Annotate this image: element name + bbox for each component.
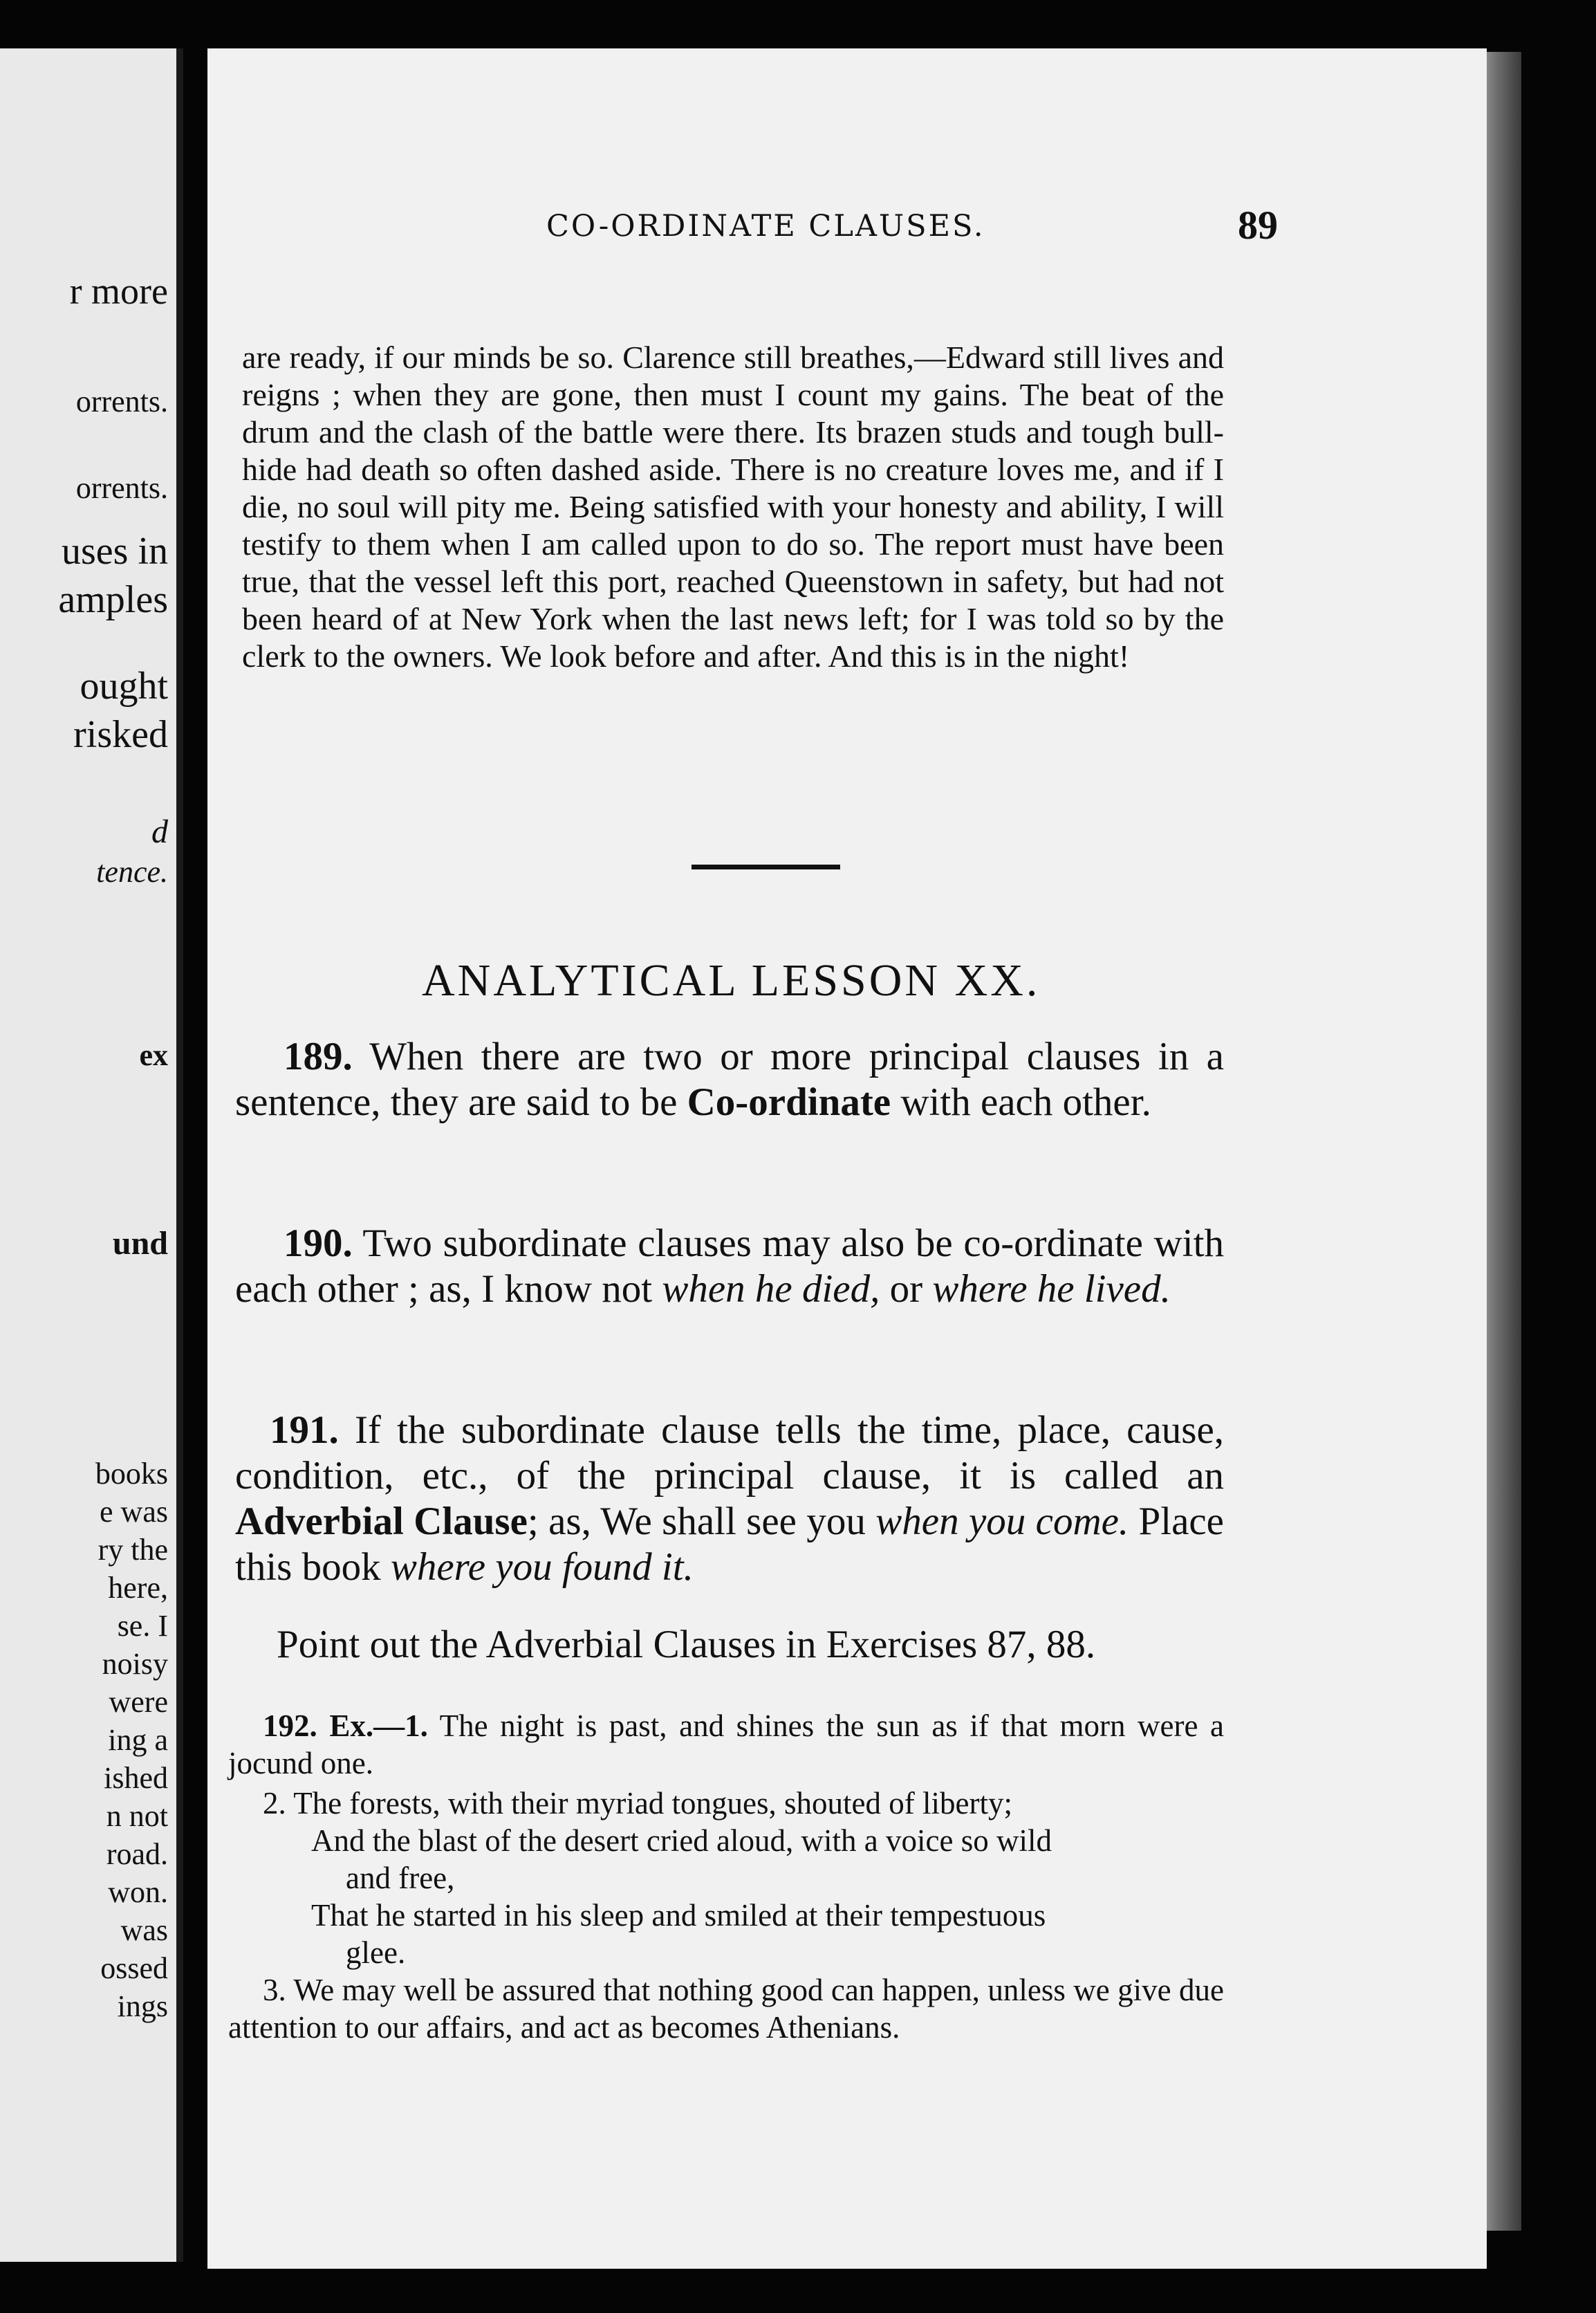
exercise-text: We may well be assured that nothing good can happen, unless we give due attention to our affairs, and act as becomes Athenians.	[228, 1973, 1224, 2045]
facing-page-fragment: road.	[106, 1837, 168, 1871]
facing-page-fragment: was	[120, 1913, 168, 1947]
verse-line: The forests, with their myriad tongues, shouted of liberty;	[293, 1786, 1012, 1821]
paragraph-189	[235, 1034, 1224, 1125]
facing-page-fragment: und	[112, 1225, 168, 1262]
exercise-lead: Ex.—1.	[329, 1708, 428, 1743]
verse-line: And the blast of the desert cried aloud, with a voice so wild	[311, 1823, 1052, 1858]
facing-page-fragment: uses in	[62, 530, 168, 573]
facing-page-fragment: noisy	[102, 1647, 168, 1681]
exercise-3	[228, 1971, 1224, 2046]
paragraph-number: 191.	[270, 1408, 339, 1452]
facing-page-fragment: books	[95, 1457, 168, 1491]
facing-page-fragment: e was	[100, 1495, 168, 1529]
facing-page-fragment: ossed	[100, 1951, 168, 1985]
paragraph-text: or	[880, 1267, 933, 1311]
running-head: CO-ORDINATE CLAUSES.	[546, 209, 985, 243]
exercise-text: The night is past, and shines the sun as if that morn were a jocund one.	[228, 1708, 1225, 1780]
exercise-192	[228, 1707, 1224, 1782]
paragraph-text: Place this book	[235, 1500, 1224, 1589]
facing-page-fragment: se. I	[117, 1609, 168, 1643]
facing-page-fragment: ing a	[108, 1723, 168, 1757]
section-divider	[692, 865, 840, 869]
facing-page	[0, 48, 183, 2262]
paragraph-number: 190.	[284, 1222, 353, 1265]
term: Adverbial Clause	[235, 1500, 528, 1543]
facing-page-fragment: orrents.	[75, 471, 168, 505]
exercise-item-number: 2.	[263, 1786, 286, 1821]
paragraph-191	[235, 1408, 1224, 1590]
verse-line: glee.	[346, 1935, 406, 1970]
facing-page-fragment: d	[151, 813, 168, 850]
example-italic: where he lived.	[932, 1267, 1171, 1311]
facing-page-fragment: ex	[139, 1038, 168, 1072]
page-number: 89	[1238, 203, 1278, 248]
paragraph-text: with each other.	[891, 1080, 1151, 1124]
facing-page-fragment: orrents.	[75, 385, 168, 418]
facing-page-fragment: r more	[69, 270, 168, 312]
facing-page-fragment: won.	[108, 1875, 168, 1909]
exercise-line	[263, 1785, 1224, 1822]
verse-line: That he started in his sleep and smiled at their tempestuous	[311, 1898, 1046, 1933]
book-page	[207, 48, 1487, 2269]
exercise-number: 192.	[263, 1708, 317, 1743]
point-out-instruction: Point out the Adverbial Clauses in Exercises 87, 88.	[277, 1623, 1096, 1666]
facing-page-fragment: ings	[117, 1989, 168, 2023]
facing-page-fragment: n not	[106, 1799, 168, 1833]
lesson-title: ANALYTICAL LESSON XX.	[422, 955, 1041, 1006]
facing-page-fragment: amples	[58, 578, 168, 621]
example-italic: when you come.	[875, 1500, 1129, 1543]
facing-page-fragment: ished	[104, 1761, 168, 1795]
paragraph-text: If the subordinate clause tells the time, place, cause, condition, etc., of the principal clause, it is called an	[235, 1408, 1224, 1498]
paragraph-text: ; as, We shall see you	[527, 1500, 876, 1543]
paragraph-number: 189.	[284, 1035, 353, 1078]
facing-page-fragment: were	[109, 1685, 168, 1719]
exercise-item-number: 3.	[263, 1973, 286, 2007]
verse-line: and free,	[346, 1861, 455, 1895]
exercise-2	[263, 1785, 1224, 1971]
facing-page-fragment: ought	[80, 665, 168, 708]
facing-page-fragment: here,	[108, 1571, 168, 1605]
example-italic: when he died,	[662, 1267, 880, 1311]
continuation-text: are ready, if our minds be so. Clarence still breathes,—Edward still lives and reigns ; when they are gone, then must I count my gains. The beat of the drum and the clash of the battle were there. Its brazen studs and tough bull-hide had death so often dashed aside. There is no creature loves me, and if I die, no soul will pity me. Being satisfied with your honesty and ability, I will testify to them when I am called upon to do so. The report must have been true, that the vessel left this port, reached Queenstown in safety, but had not been heard of at New York when the last news left; for I was told so by the clerk to the owners. We look before and after. And this is in the night!	[242, 340, 1224, 674]
term: Co-ordinate	[687, 1080, 891, 1124]
example-italic: where you found it.	[390, 1545, 694, 1589]
paragraph-190	[235, 1221, 1224, 1312]
paragraph-text: When there are two or more principal clauses in a sentence, they are said to be	[235, 1035, 1224, 1124]
facing-page-fragment: risked	[73, 713, 168, 756]
facing-page-fragment: ry the	[98, 1533, 168, 1567]
paragraph-text: Two subordinate clauses may also be co-ordinate with each other ; as, I know not	[235, 1222, 1224, 1311]
facing-page-fragment: tence.	[96, 855, 168, 889]
